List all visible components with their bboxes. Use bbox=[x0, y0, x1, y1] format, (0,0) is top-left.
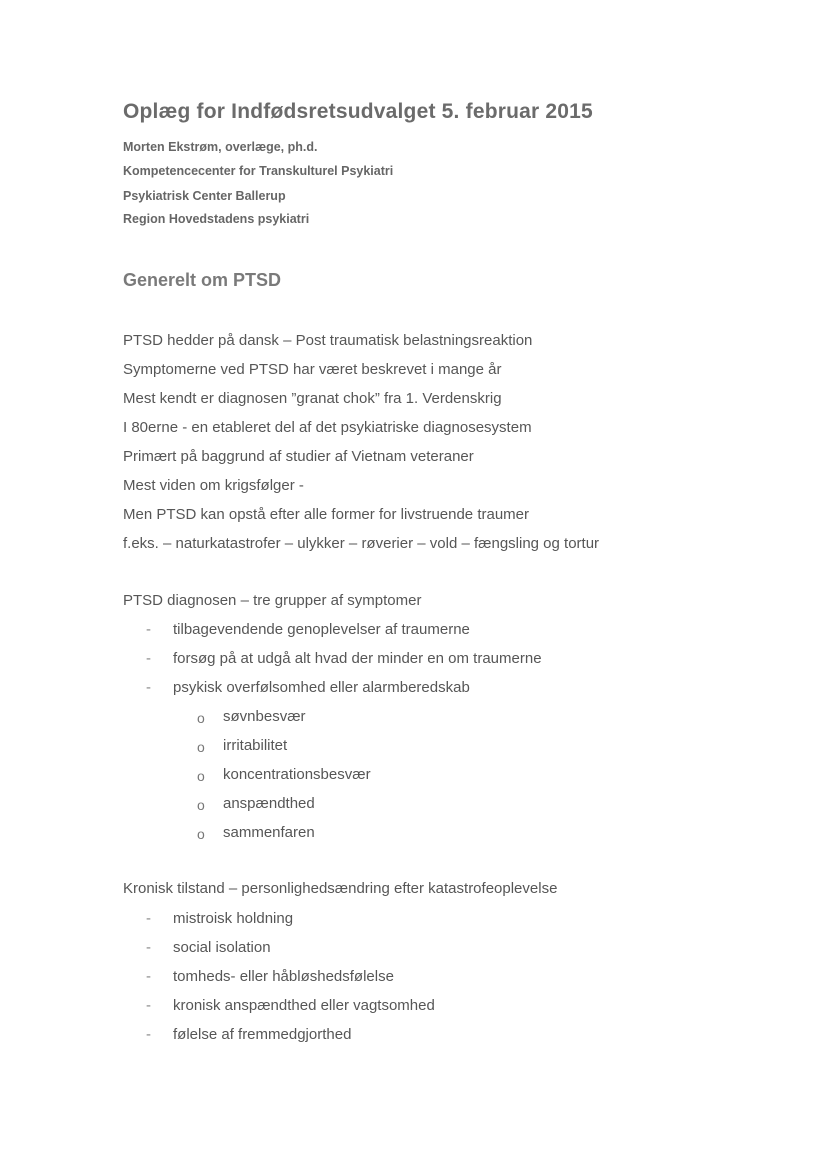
intro-line: Symptomerne ved PTSD har været beskrevet i mange år bbox=[123, 361, 502, 378]
diagnosis-subitem: irritabilitet bbox=[223, 737, 288, 754]
dash-bullet: - bbox=[146, 968, 151, 985]
intro-line: Mest kendt er diagnosen ”granat chok” fra 1. Verdenskrig bbox=[123, 390, 502, 407]
chronic-item: mistroisk holdning bbox=[173, 910, 294, 927]
diagnosis-subitem: koncentrationsbesvær bbox=[223, 766, 371, 783]
diagnosis-heading: PTSD diagnosen – tre grupper af symptomer bbox=[123, 592, 422, 609]
chronic-heading: Kronisk tilstand – personlighedsændring efter katastrofeoplevelse bbox=[123, 880, 558, 897]
circle-bullet: o bbox=[197, 710, 205, 726]
intro-line: f.eks. – naturkatastrofer – ulykker – røverier – vold – fængsling og tortur bbox=[123, 535, 600, 552]
circle-bullet: o bbox=[197, 739, 205, 755]
circle-bullet: o bbox=[197, 797, 205, 813]
intro-line: Men PTSD kan opstå efter alle former for livstruende traumer bbox=[123, 506, 529, 523]
document-title: Oplæg for Indfødsretsudvalget 5. februar 2015 bbox=[123, 100, 593, 123]
intro-line: PTSD hedder på dansk – Post traumatisk belastningsreaktion bbox=[123, 332, 533, 349]
section-heading: Generelt om PTSD bbox=[123, 270, 282, 290]
intro-line: I 80erne - en etableret del af det psykiatriske diagnosesystem bbox=[123, 419, 532, 436]
circle-bullet: o bbox=[197, 768, 205, 784]
diagnosis-subitem: sammenfaren bbox=[223, 824, 315, 841]
chronic-item: tomheds- eller håbløshedsfølelse bbox=[173, 968, 394, 985]
dash-bullet: - bbox=[146, 621, 151, 638]
affiliation-line-1: Kompetencecenter for Transkulturel Psykiatri bbox=[123, 164, 394, 178]
author-line: Morten Ekstrøm, overlæge, ph.d. bbox=[123, 140, 318, 154]
dash-bullet: - bbox=[146, 997, 151, 1014]
dash-bullet: - bbox=[146, 1026, 151, 1043]
affiliation-line-2: Psykiatrisk Center Ballerup bbox=[123, 189, 286, 203]
intro-line: Mest viden om krigsfølger - bbox=[123, 477, 304, 494]
circle-bullet: o bbox=[197, 826, 205, 842]
dash-bullet: - bbox=[146, 650, 151, 667]
dash-bullet: - bbox=[146, 679, 151, 696]
diagnosis-item: tilbagevendende genoplevelser af traumerne bbox=[173, 621, 470, 638]
chronic-item: social isolation bbox=[173, 939, 271, 956]
intro-line: Primært på baggrund af studier af Vietnam veteraner bbox=[123, 448, 474, 465]
chronic-item: kronisk anspændthed eller vagtsomhed bbox=[173, 997, 435, 1014]
dash-bullet: - bbox=[146, 939, 151, 956]
chronic-item: følelse af fremmedgjorthed bbox=[173, 1026, 352, 1043]
diagnosis-subitem: søvnbesvær bbox=[223, 708, 306, 725]
dash-bullet: - bbox=[146, 910, 151, 927]
diagnosis-item: psykisk overfølsomhed eller alarmberedskab bbox=[173, 679, 470, 696]
diagnosis-subitem: anspændthed bbox=[223, 795, 315, 812]
affiliation-line-3: Region Hovedstadens psykiatri bbox=[123, 212, 310, 226]
diagnosis-item: forsøg på at udgå alt hvad der minder en om traumerne bbox=[173, 650, 542, 667]
